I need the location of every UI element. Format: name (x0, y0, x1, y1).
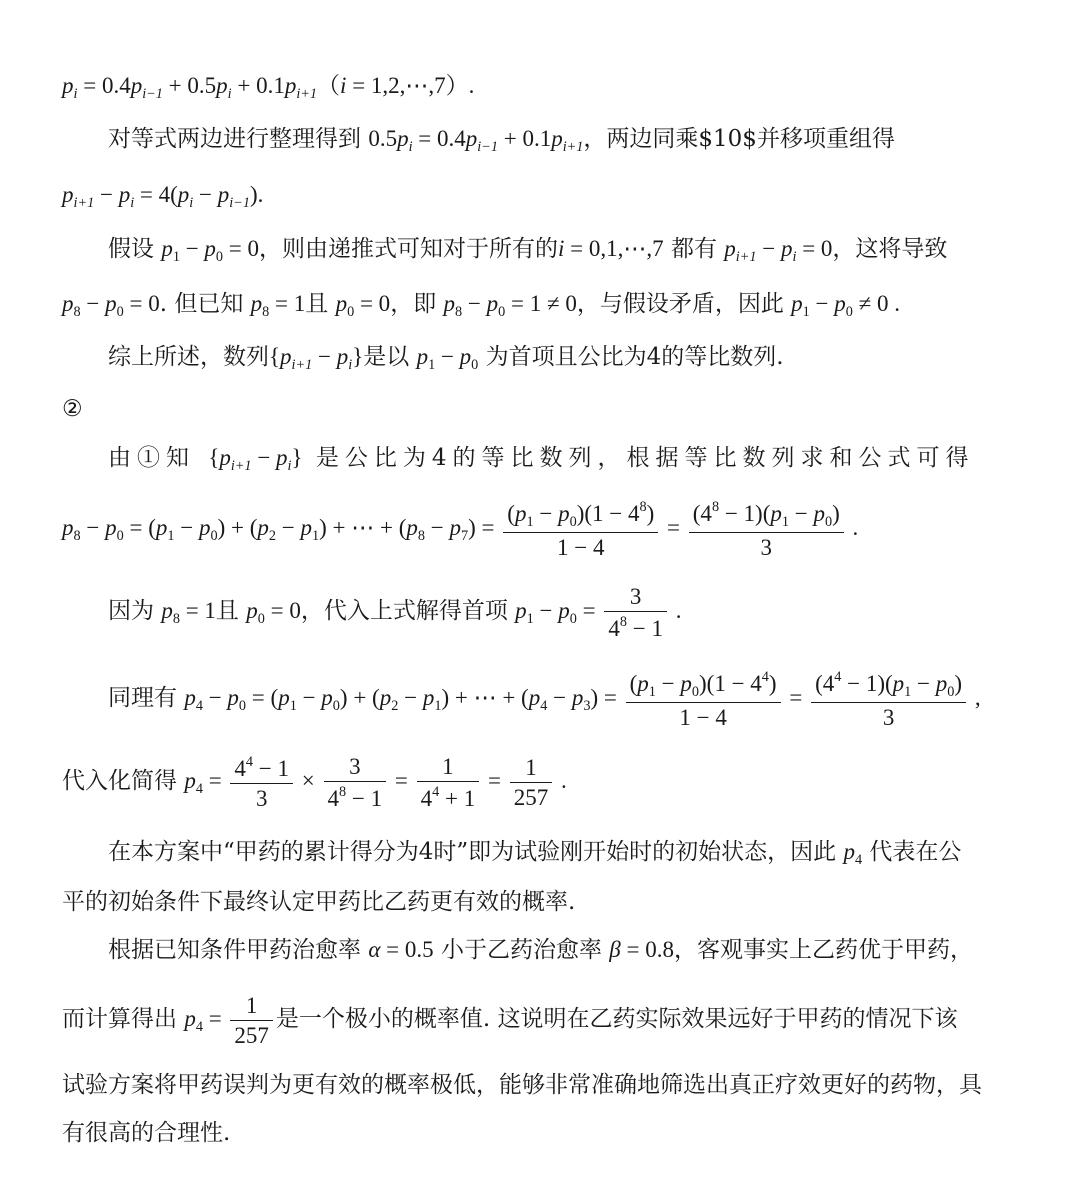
text: 综上所述，数列 (108, 344, 269, 370)
text: 同理有 (108, 684, 177, 711)
text: . 但已知 (159, 291, 244, 317)
paragraph-conclusion-final-cont: 有很高的合理性. (62, 1120, 231, 1146)
equation-difference: $p_{i+1} - p_i = 4(p_i - p_{i-1})$. (62, 182, 264, 211)
text: 代表在公 (869, 839, 962, 865)
text: 而计算得出 (62, 1005, 177, 1032)
text: 且 (305, 291, 329, 317)
text: 在本方案中“甲药的累计得分为4时”即为试验刚开始时的初始状态，因此 (108, 839, 837, 865)
text: ，则由递推式可知对于所有的 (259, 236, 559, 262)
text: ，这将导致 (832, 236, 948, 262)
equation-recurrence: $p_i = 0.4p_{i-1} + 0.5p_i + 0.1p_{i+1}(i$ = 1,2,⋯,7）. (62, 73, 475, 102)
text: 是以 (363, 344, 410, 370)
part-marker-2: ② (62, 396, 83, 422)
text: 由①知 (108, 445, 195, 471)
text: ，即 (390, 291, 437, 317)
text: 都有 (670, 236, 717, 262)
equation-p4-result: 代入化简得 $p_4$ = $\frac{4^4 - 1}{3}$ × $\frac{3}{4^8 - 1}$ = $\frac{1}{4^4 + 1}$ = $\frac{1}{257}$ . (62, 754, 567, 811)
text: 是公比为4的等比数列，根据等比数列求和公式可得 (315, 445, 975, 471)
paragraph-small-probability: 而计算得出 $p_4$ = $\frac{1}{257}$ 是一个极小的概率值. 这说明在乙药实际效果远好于甲药的情况下该 (62, 993, 958, 1048)
equation-sum-p8: $p_8 - p_0 = (p_1 - p_0) + (p_2 - p_1)$ + ⋯ + $(p_8 - p_7)$ = $\frac{(p_1 - p_0)(1 - 4^8)}{1 - 4}$ = $\frac{(4^8 - 1)(p_1 - p_0)}{3}$ . (62, 499, 859, 561)
paragraph-conclusion: 综上所述，数列$\{p_{i+1} - p_i\}$是以 $p_1 - p_0$ 为首项且公比为4的等比数列. (108, 344, 784, 373)
paragraph-rearrange: 对等式两边进行整理得到 $0.5p_i = 0.4p_{i-1} + 0.1p_{i+1}$，两边同乘$10$并移项重组得 (108, 126, 895, 155)
text: 小于乙药治愈率 (440, 937, 602, 963)
text: ，与假设矛盾，因此 (576, 291, 784, 317)
text: 假设 (108, 236, 154, 262)
text: 代入化简得 (62, 767, 177, 794)
paragraph-geometric: 由①知 $\{p_{i+1} - p_i\}$ 是公比为4的等比数列，根据等比数列求和公式可得 (108, 445, 975, 474)
paragraph-first-term: 因为 $p_8 = 1$且 $p_0 = 0$，代入上式解得首项 $p_1 - p_0$ = $\frac{3}{4^8 - 1}$ . (108, 584, 682, 641)
text: 因为 (108, 597, 154, 624)
text: 且 (215, 597, 239, 624)
paragraph-contradiction: $p_8 - p_0 = 0$. 但已知 $p_8 = 1$且 $p_0 = 0$，即 $p_8 - p_0 = 1 \ne 0$，与假设矛盾，因此 $p_1 - p_0 \ne 0$ . (62, 291, 901, 320)
text: ，两边同乘$10$并移项重组得 (583, 126, 895, 152)
paragraph-cure-rates: 根据已知条件甲药治愈率 α = 0.5 小于乙药治愈率 β = 0.8，客观事实上乙药优于甲药， (108, 937, 973, 963)
text: 为首项且公比为4的等比数列. (485, 344, 784, 370)
text: ，代入上式解得首项 (300, 597, 508, 624)
text: ，客观事实上乙药优于甲药， (673, 937, 973, 963)
paragraph-interpretation: 在本方案中“甲药的累计得分为4时”即为试验刚开始时的初始状态，因此 $p_4$ 代表在公 (108, 839, 962, 868)
paragraph-assumption: 假设 $p_1 - p_0 = 0$，则由递推式可知对于所有的i = 0,1,⋯,7 都有 $p_{i+1} - p_i = 0$，这将导致 (108, 236, 948, 265)
text: 是一个极小的概率值. 这说明在乙药实际效果远好于甲药的情况下该 (275, 1005, 958, 1032)
equation-sum-p4: 同理有 $p_4 - p_0 = (p_1 - p_0) + (p_2 - p_1)$ + ⋯ + $(p_4 - p_3)$ = $\frac{(p_1 - p_0)(1 - 4^4)}{1 - 4}$ = $\frac{(4^4 - 1)(p_1 - p_0)}{3}$ , (108, 669, 981, 731)
paragraph-interpretation-cont: 平的初始条件下最终认定甲药比乙药更有效的概率. (62, 889, 576, 915)
text: 根据已知条件甲药治愈率 (108, 937, 361, 963)
paragraph-conclusion-final: 试验方案将甲药误判为更有效的概率极低，能够非常准确地筛选出真正疗效更好的药物，具 (62, 1072, 982, 1098)
text: 对等式两边进行整理得到 (108, 126, 361, 152)
